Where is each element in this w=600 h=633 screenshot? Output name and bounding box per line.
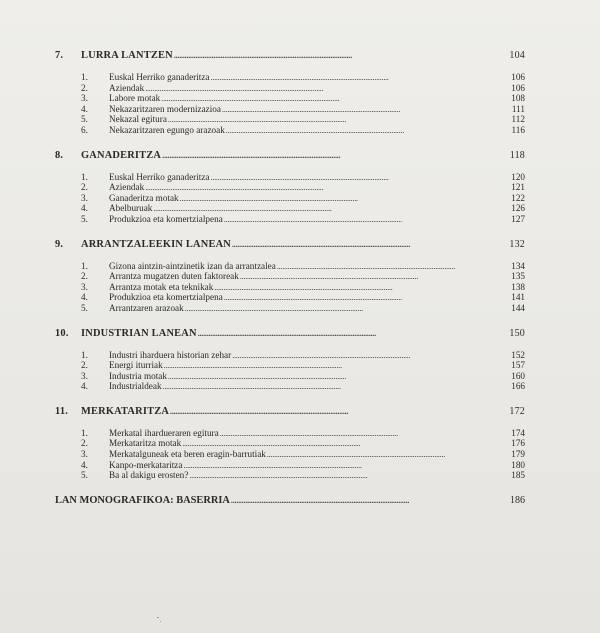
section-entry <box>55 193 525 204</box>
section-title: Merkatalguneak eta beren eragin-barrutiak <box>109 449 266 460</box>
chapter-page-number: 172 <box>509 405 525 417</box>
chapter-number: 8. <box>55 149 64 161</box>
section-page-number: 138 <box>511 281 525 292</box>
section-page-number: 166 <box>511 381 525 392</box>
dot-leader <box>168 115 503 125</box>
section-page-number: 121 <box>511 182 525 193</box>
section-page-number: 160 <box>511 370 525 381</box>
section-entry <box>55 449 525 460</box>
section-entry <box>55 182 525 193</box>
chapter-heading <box>55 239 525 253</box>
section-title: Energi iturriak <box>109 360 163 371</box>
dot-leader <box>222 105 503 115</box>
section-entry <box>55 93 525 104</box>
section-number: 6. <box>81 124 88 135</box>
section-number: 2. <box>81 182 88 193</box>
section-page-number: 108 <box>511 93 525 104</box>
section-page-number: 120 <box>511 171 525 182</box>
section-number: 1. <box>81 427 88 438</box>
section-list <box>55 350 525 392</box>
dot-leader <box>163 382 503 392</box>
section-number: 4. <box>81 292 88 303</box>
dot-leader <box>145 84 503 94</box>
dot-leader <box>145 183 503 193</box>
chapter-heading <box>55 50 525 64</box>
dot-leader <box>198 329 503 338</box>
chapter-title: ARRANTZALEEKIN LANEAN <box>81 238 231 250</box>
section-title: Nekazaritzaren egungo arazoak <box>109 124 225 135</box>
dot-leader <box>231 496 503 505</box>
dot-leader <box>153 204 503 214</box>
dot-leader <box>174 51 503 60</box>
section-title: Merkataritza motak <box>109 438 182 449</box>
section-entry <box>55 203 525 214</box>
section-title: Euskal Herriko ganaderitza <box>109 171 210 182</box>
section-title: Industrialdeak <box>109 381 162 392</box>
dot-leader <box>226 126 503 136</box>
monograph-title: LAN MONOGRAFIKOA: BASERRIA <box>55 494 230 506</box>
chapter-number: 10. <box>55 327 69 339</box>
section-entry <box>55 125 525 136</box>
section-title: Merkatal ihardueraren egitura <box>109 427 219 438</box>
section-entry <box>55 271 525 282</box>
section-entry <box>55 172 525 183</box>
section-page-number: 116 <box>511 124 525 135</box>
section-number: 2. <box>81 82 88 93</box>
section-entry <box>55 381 525 392</box>
chapter-heading <box>55 406 525 420</box>
dot-leader <box>232 240 503 249</box>
section-number: 3. <box>81 370 88 381</box>
section-title: Ganaderitza motak <box>109 192 179 203</box>
dot-leader <box>182 439 503 449</box>
chapter-page-number: 104 <box>509 50 525 61</box>
section-title: Arrantza mugatzen duten faktoreak <box>109 271 239 282</box>
section-title: Produkzioa eta komertzialpena <box>109 292 223 303</box>
section-number: 2. <box>81 360 88 371</box>
chapter-block <box>55 239 525 314</box>
section-number: 3. <box>81 192 88 203</box>
section-page-number: 179 <box>511 449 525 460</box>
section-page-number: 176 <box>511 438 525 449</box>
section-page-number: 180 <box>511 459 525 470</box>
dot-leader <box>170 407 503 416</box>
section-title: Ba al dakigu erosten? <box>109 470 189 481</box>
monograph-heading <box>55 495 525 509</box>
section-list <box>55 72 525 136</box>
chapter-title: MERKATARITZA <box>81 405 170 417</box>
section-page-number: 185 <box>511 470 525 481</box>
section-entry <box>55 438 525 449</box>
section-gap <box>55 225 525 239</box>
section-title: Euskal Herriko ganaderitza <box>109 72 210 82</box>
chapter-block <box>55 150 525 225</box>
dot-leader <box>224 215 503 225</box>
dot-leader <box>211 173 503 183</box>
section-page-number: 144 <box>511 302 525 313</box>
table-of-contents <box>55 50 525 509</box>
section-gap <box>55 314 525 328</box>
section-number: 1. <box>81 260 88 271</box>
section-number: 2. <box>81 438 88 449</box>
section-number: 1. <box>81 349 88 360</box>
section-entry <box>55 83 525 94</box>
dot-leader <box>162 151 503 160</box>
section-entry <box>55 350 525 361</box>
chapter-page-number: 132 <box>509 238 525 250</box>
chapter-heading <box>55 328 525 342</box>
paper-speck <box>160 621 161 622</box>
dot-leader <box>232 351 503 361</box>
section-number: 4. <box>81 103 88 114</box>
section-number: 5. <box>81 114 88 125</box>
section-page-number: 152 <box>511 349 525 360</box>
section-page-number: 157 <box>511 360 525 371</box>
chapter-title: LURRA LANTZEN <box>81 50 173 61</box>
paper-speck <box>157 617 159 618</box>
section-title: Industria motak <box>109 370 167 381</box>
dot-leader <box>277 262 503 272</box>
dot-leader <box>180 194 503 204</box>
chapter-number: 11. <box>55 405 69 417</box>
section-number: 4. <box>81 381 88 392</box>
chapter-title: INDUSTRIAN LANEAN <box>81 327 197 339</box>
section-page-number: 122 <box>511 192 525 203</box>
section-entry <box>55 360 525 371</box>
section-entry <box>55 460 525 471</box>
section-page-number: 174 <box>511 427 525 438</box>
section-gap <box>55 481 525 495</box>
section-entry <box>55 292 525 303</box>
section-number: 4. <box>81 203 88 214</box>
section-title: Labore motak <box>109 93 161 104</box>
chapter-block <box>55 328 525 392</box>
section-gap <box>55 136 525 150</box>
section-number: 4. <box>81 459 88 470</box>
section-title: Aziendak <box>109 182 145 193</box>
section-page-number: 106 <box>511 72 525 82</box>
section-title: Aziendak <box>109 82 145 93</box>
dot-leader <box>168 372 503 382</box>
section-entry <box>55 282 525 293</box>
section-number: 5. <box>81 213 88 224</box>
section-title: Nekazal egitura <box>109 114 167 125</box>
section-number: 5. <box>81 470 88 481</box>
section-page-number: 111 <box>511 103 525 114</box>
section-number: 3. <box>81 281 88 292</box>
section-list <box>55 261 525 314</box>
section-page-number: 126 <box>511 203 525 214</box>
dot-leader <box>164 361 503 371</box>
dot-leader <box>224 293 503 303</box>
section-number: 2. <box>81 271 88 282</box>
chapter-title: GANADERITZA <box>81 149 162 161</box>
chapter-block <box>55 50 525 136</box>
dot-leader <box>267 450 503 460</box>
section-entry <box>55 428 525 439</box>
chapter-number: 7. <box>55 50 64 61</box>
section-page-number: 135 <box>511 271 525 282</box>
section-number: 3. <box>81 93 88 104</box>
section-number: 5. <box>81 302 88 313</box>
section-entry <box>55 261 525 272</box>
dot-leader <box>161 94 503 104</box>
chapter-block <box>55 406 525 481</box>
section-title: Industri iharduera historian zehar <box>109 349 232 360</box>
dot-leader <box>183 461 503 471</box>
dot-leader <box>220 429 503 439</box>
chapter-page-number: 118 <box>509 149 525 161</box>
dot-leader <box>214 283 503 293</box>
section-gap <box>55 392 525 406</box>
chapter-heading <box>55 150 525 164</box>
dot-leader <box>211 73 503 83</box>
section-entry <box>55 371 525 382</box>
dot-leader <box>185 304 503 314</box>
section-number: 1. <box>81 171 88 182</box>
section-number: 1. <box>81 72 88 82</box>
section-page-number: 134 <box>511 260 525 271</box>
section-list <box>55 172 525 225</box>
section-list <box>55 428 525 481</box>
chapter-page-number: 150 <box>509 327 525 339</box>
section-entry <box>55 214 525 225</box>
section-title: Abelburuak <box>109 203 153 214</box>
section-title: Produkzioa eta komertzialpena <box>109 213 223 224</box>
section-title: Nekazaritzaren modernizazioa <box>109 103 221 114</box>
monograph-page-number: 186 <box>510 494 525 506</box>
section-number: 3. <box>81 449 88 460</box>
section-title: Kanpo-merkataritza <box>109 459 183 470</box>
section-entry <box>55 72 525 83</box>
section-page-number: 141 <box>511 292 525 303</box>
section-entry <box>55 470 525 481</box>
dot-leader <box>189 471 503 481</box>
section-title: Arrantza motak eta teknikak <box>109 281 214 292</box>
section-title: Gizona aintzin-aintzinetik izan da arrantzalea <box>109 260 276 271</box>
dot-leader <box>240 272 503 282</box>
section-entry <box>55 104 525 115</box>
section-page-number: 127 <box>511 213 525 224</box>
section-entry <box>55 303 525 314</box>
section-title: Arrantzaren arazoak <box>109 302 184 313</box>
chapter-number: 9. <box>55 238 64 250</box>
section-page-number: 106 <box>511 82 525 93</box>
section-page-number: 112 <box>511 114 525 125</box>
section-entry <box>55 114 525 125</box>
